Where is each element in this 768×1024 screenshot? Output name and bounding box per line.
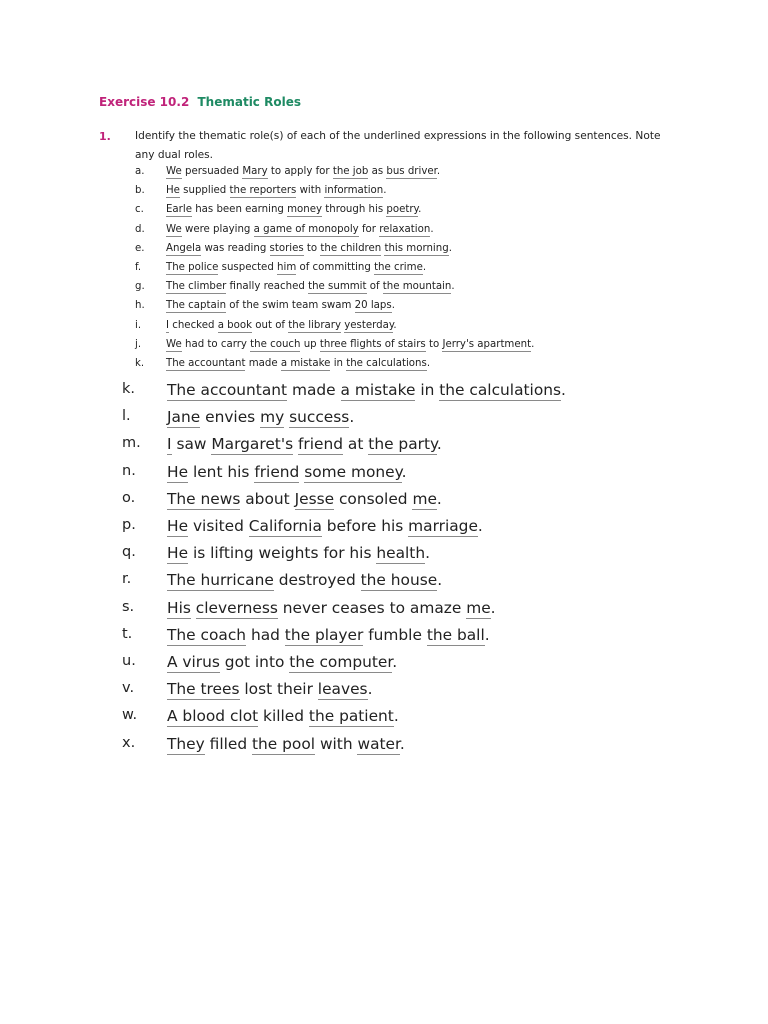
sentence-text: saw bbox=[171, 435, 212, 454]
sentence-text: . bbox=[436, 435, 442, 454]
underlined-expression: a mistake bbox=[340, 381, 416, 399]
sentence-text: made bbox=[287, 381, 341, 399]
sentence-text: . bbox=[383, 185, 387, 197]
underlined-expression: Margaret's bbox=[211, 435, 294, 454]
underlined-expression: The trees bbox=[167, 680, 240, 699]
underlined-expression: poetry bbox=[386, 204, 419, 216]
underlined-expression: the ball bbox=[426, 625, 485, 644]
sentence bbox=[167, 463, 406, 481]
sentence-text: . bbox=[391, 300, 395, 312]
item-letter: u. bbox=[122, 653, 136, 669]
exercise-label: Exercise 10.2 bbox=[99, 95, 190, 109]
underlined-expression: me bbox=[466, 598, 491, 617]
sentence-text: out of bbox=[252, 319, 289, 331]
sentence-text: visited bbox=[188, 517, 249, 535]
underlined-expression: money bbox=[287, 204, 323, 216]
sentence-text: . bbox=[426, 358, 431, 369]
underlined-expression: 20 laps bbox=[354, 300, 392, 312]
item-letter: r. bbox=[122, 571, 132, 588]
underlined-expression: him bbox=[277, 262, 297, 273]
sentence-text: . bbox=[418, 204, 422, 216]
sentence-text: . bbox=[399, 734, 405, 753]
sentence-text: has been earning bbox=[191, 204, 288, 216]
sentence-text: as bbox=[368, 166, 387, 177]
sentence-text: fumble bbox=[363, 625, 427, 644]
sentence bbox=[166, 358, 430, 369]
sentence-text: through his bbox=[322, 204, 387, 216]
item-letter: j. bbox=[135, 338, 142, 350]
sentence bbox=[166, 320, 397, 331]
sentence bbox=[167, 707, 399, 725]
sentence bbox=[167, 571, 442, 589]
sentence-text: destroyed bbox=[273, 571, 361, 590]
sentence-text: . bbox=[367, 680, 373, 699]
underlined-expression: He bbox=[167, 462, 189, 481]
underlined-expression: The accountant bbox=[167, 381, 288, 399]
sentence bbox=[166, 204, 421, 215]
sentence-text: was reading bbox=[201, 242, 270, 254]
underlined-expression: marriage bbox=[408, 517, 478, 535]
sentence-text: in bbox=[330, 358, 347, 369]
underlined-expression: The accountant bbox=[166, 358, 246, 369]
underlined-expression: health bbox=[376, 544, 426, 563]
underlined-expression: The hurricane bbox=[167, 571, 274, 590]
item-letter: h. bbox=[135, 300, 145, 312]
underlined-expression: The captain bbox=[166, 300, 227, 312]
sentence-text: finally reached bbox=[226, 281, 309, 293]
underlined-expression: A blood clot bbox=[167, 707, 259, 726]
sentence-text: . bbox=[393, 319, 397, 331]
underlined-expression: We bbox=[166, 166, 182, 177]
underlined-expression: We bbox=[166, 338, 182, 350]
underlined-expression: water bbox=[357, 734, 400, 753]
underlined-expression: They bbox=[167, 734, 205, 753]
underlined-expression: friend bbox=[298, 435, 344, 454]
item-letter: a. bbox=[135, 166, 145, 177]
underlined-expression: the summit bbox=[308, 281, 367, 293]
underlined-expression: He bbox=[167, 544, 189, 563]
sentence-text: . bbox=[490, 598, 496, 617]
underlined-expression: I bbox=[166, 319, 170, 331]
underlined-expression: The news bbox=[167, 489, 241, 508]
sentence bbox=[167, 381, 566, 399]
underlined-expression: the job bbox=[332, 166, 369, 177]
underlined-expression: Jane bbox=[167, 408, 201, 427]
sentence-text: . bbox=[477, 517, 483, 535]
sentence-text: at bbox=[343, 435, 369, 454]
sentence bbox=[166, 243, 452, 254]
sentence-text: envies bbox=[200, 408, 261, 427]
sentence-text: in bbox=[415, 381, 440, 399]
sentence-text: of bbox=[366, 281, 383, 293]
exercise-heading bbox=[99, 95, 301, 109]
sentence bbox=[167, 408, 354, 426]
underlined-expression: three flights of stairs bbox=[319, 338, 426, 350]
sentence-text: persuaded bbox=[181, 166, 243, 177]
underlined-expression: Jesse bbox=[294, 489, 335, 508]
sentence-text: about bbox=[240, 489, 295, 508]
item-letter: v. bbox=[122, 680, 135, 697]
sentence-text: with bbox=[315, 734, 358, 753]
sentence-text: killed bbox=[258, 707, 309, 726]
exercise-title: Thematic Roles bbox=[197, 95, 301, 109]
item-letter: x. bbox=[122, 734, 136, 751]
item-letter: m. bbox=[122, 435, 141, 452]
item-letter: n. bbox=[122, 462, 136, 479]
sentence bbox=[167, 735, 405, 753]
underlined-expression: the calculations bbox=[439, 381, 562, 399]
underlined-expression: me bbox=[412, 489, 437, 508]
item-letter: b. bbox=[135, 185, 145, 197]
sentence-text: up bbox=[300, 338, 320, 350]
sentence bbox=[166, 339, 534, 350]
item-letter: k. bbox=[135, 358, 145, 369]
sentence-text: before his bbox=[321, 517, 409, 535]
underlined-expression: cleverness bbox=[195, 598, 278, 617]
sentence-text: . bbox=[436, 489, 442, 508]
sentence bbox=[167, 544, 430, 562]
question-number: 1. bbox=[99, 130, 111, 143]
underlined-expression: the computer bbox=[289, 653, 393, 671]
sentence-text: to bbox=[425, 338, 443, 350]
sentence-text: . bbox=[422, 262, 427, 273]
underlined-expression: friend bbox=[254, 462, 300, 481]
sentence-text: had bbox=[246, 625, 285, 644]
sentence-text: . bbox=[531, 338, 535, 350]
sentence-text: never ceases to amaze bbox=[277, 598, 467, 617]
underlined-expression: a book bbox=[217, 319, 253, 331]
sentence-text: lent his bbox=[188, 462, 255, 481]
underlined-expression: California bbox=[248, 517, 322, 535]
sentence-text: filled bbox=[204, 734, 253, 753]
item-letter: q. bbox=[122, 544, 136, 561]
underlined-expression: Angela bbox=[166, 242, 202, 254]
underlined-expression: A virus bbox=[167, 653, 220, 671]
underlined-expression: the player bbox=[284, 625, 364, 644]
item-letter: s. bbox=[122, 598, 135, 615]
sentence-text: is lifting weights for his bbox=[188, 544, 377, 563]
underlined-expression: I bbox=[167, 435, 172, 454]
sentence-text: of the swim team swam bbox=[226, 300, 355, 312]
sentence bbox=[166, 281, 455, 292]
underlined-expression: He bbox=[167, 517, 189, 535]
underlined-expression: leaves bbox=[317, 680, 368, 699]
underlined-expression: bus driver bbox=[386, 166, 437, 177]
sentence-text: . bbox=[436, 166, 441, 177]
underlined-expression: We bbox=[166, 223, 182, 235]
sentence-text: . bbox=[484, 625, 490, 644]
item-letter: e. bbox=[135, 242, 145, 254]
sentence bbox=[166, 300, 395, 311]
underlined-expression: the couch bbox=[250, 338, 301, 350]
sentence-text: had to carry bbox=[181, 338, 251, 350]
underlined-expression: the mountain bbox=[382, 281, 452, 293]
sentence bbox=[166, 224, 434, 235]
sentence bbox=[167, 599, 496, 617]
item-letter: c. bbox=[135, 204, 144, 216]
sentence bbox=[167, 626, 490, 644]
underlined-expression: His bbox=[167, 598, 191, 617]
underlined-expression: the library bbox=[288, 319, 341, 331]
underlined-expression: some money bbox=[304, 462, 402, 481]
underlined-expression: my bbox=[260, 408, 285, 427]
sentence-text: . bbox=[430, 223, 434, 235]
item-letter: k. bbox=[122, 381, 136, 397]
item-letter: t. bbox=[122, 625, 133, 642]
sentence-text: checked bbox=[169, 319, 218, 331]
underlined-expression: the party bbox=[368, 435, 437, 454]
sentence-text: to bbox=[303, 242, 321, 254]
sentence-text: . bbox=[392, 653, 398, 671]
sentence-text: . bbox=[425, 544, 430, 563]
underlined-expression: the patient bbox=[308, 707, 394, 726]
underlined-expression: The coach bbox=[167, 625, 247, 644]
sentence bbox=[167, 653, 397, 671]
item-letter: w. bbox=[122, 707, 138, 724]
underlined-expression: success bbox=[289, 408, 350, 427]
sentence-text: suspected bbox=[218, 262, 278, 273]
sentence bbox=[167, 517, 483, 535]
sentence bbox=[166, 185, 387, 196]
sentence bbox=[167, 490, 442, 508]
sentence-text: got into bbox=[219, 653, 290, 671]
sentence-text: . bbox=[393, 707, 399, 726]
underlined-expression: the crime bbox=[374, 262, 423, 273]
sentence-text: . bbox=[349, 408, 355, 427]
underlined-expression: Jerry's apartment bbox=[442, 338, 532, 350]
question-instruction: Identify the thematic role(s) of each of the underlined expressions in the following sentences. Note any dual roles. bbox=[135, 130, 661, 161]
underlined-expression: yesterday bbox=[344, 319, 394, 331]
sentence-text: were playing bbox=[181, 223, 254, 235]
underlined-expression: this morning bbox=[384, 242, 449, 254]
item-letter: i. bbox=[135, 319, 142, 331]
underlined-expression: The climber bbox=[166, 281, 227, 293]
sentence-text: . bbox=[561, 381, 566, 399]
item-letter: g. bbox=[135, 281, 145, 293]
underlined-expression: stories bbox=[269, 242, 304, 254]
underlined-expression: the reporters bbox=[229, 185, 297, 197]
sentence bbox=[167, 680, 372, 698]
underlined-expression: Mary bbox=[242, 166, 268, 177]
sentence-text: lost their bbox=[239, 680, 318, 699]
sentence-text: with bbox=[296, 185, 325, 197]
sentence-text: of committing bbox=[296, 262, 375, 273]
sentence-text: . bbox=[451, 281, 455, 293]
underlined-expression: information bbox=[324, 185, 384, 197]
underlined-expression: The police bbox=[166, 262, 219, 273]
underlined-expression: a game of monopoly bbox=[253, 223, 359, 235]
underlined-expression: the house bbox=[360, 571, 438, 590]
sentence-text: for bbox=[358, 223, 380, 235]
underlined-expression: a mistake bbox=[280, 358, 331, 369]
sentence-text: made bbox=[245, 358, 281, 369]
sentence-text: . bbox=[401, 462, 407, 481]
item-letter: d. bbox=[135, 223, 145, 235]
underlined-expression: He bbox=[166, 185, 180, 197]
sentence bbox=[167, 435, 442, 453]
sentence bbox=[166, 166, 440, 177]
underlined-expression: relaxation bbox=[379, 223, 431, 235]
sentence-text: . bbox=[448, 242, 452, 254]
sentence-text: consoled bbox=[334, 489, 413, 508]
item-letter: p. bbox=[122, 517, 136, 533]
item-letter: l. bbox=[122, 408, 131, 425]
item-letter: f. bbox=[135, 262, 142, 273]
underlined-expression: the calculations bbox=[346, 358, 427, 369]
underlined-expression: the children bbox=[320, 242, 382, 254]
sentence-text: supplied bbox=[179, 185, 230, 197]
item-letter: o. bbox=[122, 489, 136, 506]
underlined-expression: Earle bbox=[166, 204, 192, 216]
sentence-text: to apply for bbox=[267, 166, 333, 177]
sentence-text: . bbox=[437, 571, 443, 590]
underlined-expression: the pool bbox=[252, 734, 316, 753]
sentence bbox=[166, 262, 426, 273]
